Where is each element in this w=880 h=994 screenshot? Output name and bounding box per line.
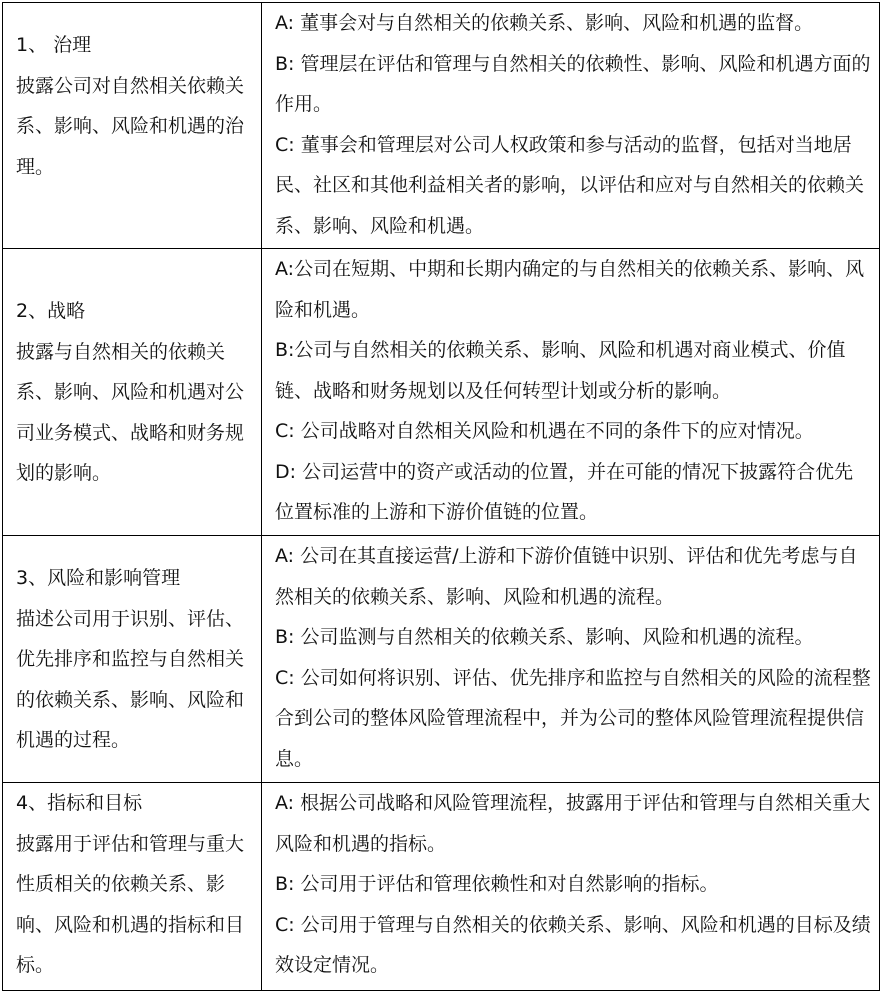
table-row-governance xyxy=(3,3,880,249)
disclosure-point-a: A: 根据公司战略和风险管理流程，披露用于评估和管理与自然相关重大风险和机遇的指标。 xyxy=(275,792,871,855)
disclosure-point-d: D: 公司运营中的资产或活动的位置，并在可能的情况下披露符合优先位置标准的上游和下游价值链的位置。 xyxy=(275,460,854,523)
disclosure-point-c: C: 董事会和管理层对公司人权政策和参与活动的监督，包括对当地居民、社区和其他利益相关者的影响，以评估和应对与自然相关的依赖关系、影响、风险和机遇。 xyxy=(275,133,865,237)
recommended-disclosures-cell xyxy=(262,783,880,991)
disclosure-point-a: A: 董事会对与自然相关的依赖关系、影响、风险和机遇的监督。 xyxy=(275,12,814,34)
pillar-title: 2、战略 xyxy=(16,300,86,322)
disclosure-point-b: B: 公司用于评估和管理依赖性和对自然影响的指标。 xyxy=(275,873,719,895)
table-row-strategy xyxy=(3,249,880,536)
pillar-description: 披露用于评估和管理与重大性质相关的依赖关系、影响、风险和机遇的指标和目标。 xyxy=(16,832,245,976)
disclosure-point-c: C: 公司用于管理与自然相关的依赖关系、影响、风险和机遇的目标及绩效设定情况。 xyxy=(275,913,871,976)
disclosure-point-c: C: 公司战略对自然相关风险和机遇在不同的条件下的应对情况。 xyxy=(275,420,814,442)
disclosure-point-b: B: 管理层在评估和管理与自然相关的依赖性、影响、风险和机遇方面的作用。 xyxy=(275,52,871,115)
disclosure-point-b: B: 公司监测与自然相关的依赖关系、影响、风险和机遇的流程。 xyxy=(275,626,814,648)
disclosure-table xyxy=(2,2,880,991)
pillar-title: 3、风险和影响管理 xyxy=(16,567,181,589)
table-row-metrics-targets xyxy=(3,783,880,991)
recommended-disclosures-cell xyxy=(262,249,880,536)
pillar-description: 披露公司对自然相关依赖关系、影响、风险和机遇的治理。 xyxy=(16,74,245,178)
disclosure-point-b: B:公司与自然相关的依赖关系、影响、风险和机遇对商业模式、价值链、战略和财务规划以及任何转型计划或分析的影响。 xyxy=(275,339,846,402)
recommended-disclosures-cell xyxy=(262,536,880,783)
disclosure-point-c: C: 公司如何将识别、评估、优先排序和监控与自然相关的风险的流程整合到公司的整体风险管理流程中，并为公司的整体风险管理流程提供信息。 xyxy=(275,666,871,770)
disclosure-point-a: A:公司在短期、中期和长期内确定的与自然相关的依赖关系、影响、风险和机遇。 xyxy=(275,258,865,321)
pillar-cell xyxy=(3,249,262,536)
pillar-title: 4、指标和目标 xyxy=(16,792,143,814)
pillar-description: 描述公司用于识别、评估、优先排序和监控与自然相关的依赖关系、影响、风险和机遇的过程。 xyxy=(16,607,245,751)
pillar-cell xyxy=(3,783,262,991)
pillar-cell xyxy=(3,536,262,783)
pillar-description: 披露与自然相关的依赖关系、影响、风险和机遇对公司业务模式、战略和财务规划的影响。 xyxy=(16,340,245,484)
recommended-disclosures-cell xyxy=(262,3,880,249)
table-row-risk-impact-management xyxy=(3,536,880,783)
pillar-title: 1、 治理 xyxy=(16,34,92,56)
disclosure-point-a: A: 公司在其直接运营/上游和下游价值链中识别、评估和优先考虑与自然相关的依赖关系、影响、风险和机遇的流程。 xyxy=(275,545,858,608)
pillar-cell xyxy=(3,3,262,249)
